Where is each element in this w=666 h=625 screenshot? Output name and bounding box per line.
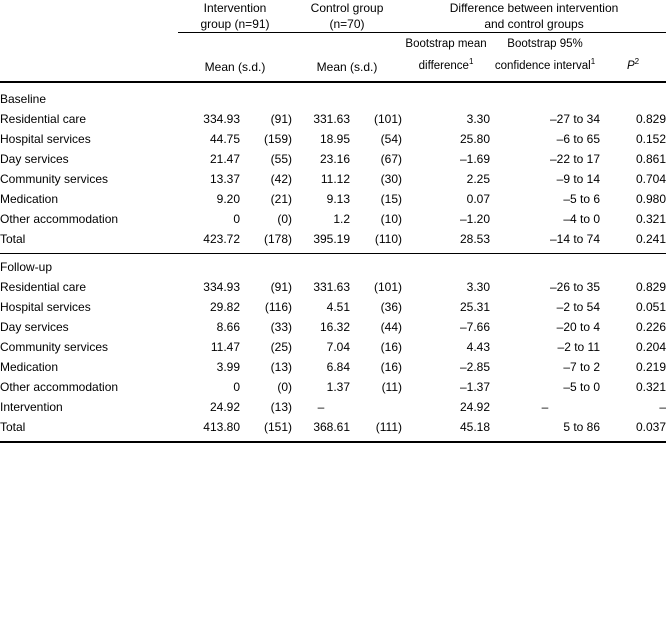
header-sub-control: Mean (s.d.): [316, 59, 378, 74]
intervention-sd: (25): [270, 339, 293, 354]
p-value: 0.829: [635, 111, 666, 126]
section-title: Baseline: [0, 91, 47, 106]
p-value: 0.321: [635, 211, 666, 226]
table-row: [0, 377, 666, 397]
control-mean: –: [317, 399, 325, 414]
p-value: 0.241: [635, 231, 666, 246]
p-value: 0.704: [635, 171, 666, 186]
control-mean: 16.32: [319, 319, 351, 334]
control-sd: (10): [380, 211, 403, 226]
intervention-mean: 21.47: [209, 151, 240, 166]
bootstrap-confidence-interval: –20 to 4: [556, 319, 601, 334]
row-label: Day services: [0, 319, 69, 334]
header-difference-line1: Difference between intervention: [449, 1, 619, 15]
bootstrap-mean-difference: 2.25: [466, 171, 491, 186]
header-sub-bootstrap-mean-text: Bootstrap mean difference: [405, 38, 487, 72]
table-row: [0, 189, 666, 209]
section-rule: [0, 437, 666, 442]
bootstrap-confidence-interval: –27 to 34: [549, 111, 601, 126]
bootstrap-mean-difference: –1.69: [459, 151, 491, 166]
row-label: Residential care: [0, 111, 87, 126]
intervention-mean: 3.99: [216, 359, 240, 374]
bootstrap-mean-difference: 24.92: [459, 399, 491, 414]
control-sd: (101): [374, 111, 403, 126]
header-intervention-group: [178, 0, 292, 33]
intervention-mean: 0: [233, 211, 240, 226]
header-intervention-line1: Intervention: [203, 1, 267, 15]
row-label: Total: [0, 231, 26, 246]
header-sub-intervention: Mean (s.d.): [204, 59, 266, 74]
section-title: Follow-up: [0, 259, 53, 274]
bootstrap-mean-difference: 3.30: [466, 279, 491, 294]
header-intervention-line2: group (n=91): [200, 17, 270, 31]
intervention-mean: 423.72: [203, 231, 240, 246]
header-sub-bootstrap-ci-footnote: 1: [590, 57, 596, 66]
p-value: 0.204: [635, 339, 666, 354]
intervention-sd: (91): [270, 279, 293, 294]
control-mean: 331.63: [313, 279, 351, 294]
control-sd: (111): [375, 419, 403, 434]
intervention-sd: (159): [264, 131, 293, 146]
intervention-sd: (55): [270, 151, 293, 166]
row-label: Residential care: [0, 279, 87, 294]
header-sub-p: [600, 36, 666, 75]
intervention-mean: 334.93: [203, 279, 240, 294]
row-label: Day services: [0, 151, 69, 166]
control-mean: 23.16: [319, 151, 351, 166]
intervention-mean: 413.80: [203, 419, 240, 434]
table-row: [0, 277, 666, 297]
intervention-sd: (0): [277, 211, 293, 226]
row-label: Community services: [0, 171, 109, 186]
header-sub-empty: [0, 36, 178, 75]
bootstrap-confidence-interval: 5 to 86: [563, 419, 601, 434]
intervention-mean: 0: [233, 379, 240, 394]
control-sd: (15): [380, 191, 403, 206]
intervention-sd: (0): [277, 379, 293, 394]
bootstrap-mean-difference: –2.85: [459, 359, 491, 374]
bootstrap-mean-difference: 3.30: [466, 111, 491, 126]
header-sub-p-footnote: 2: [634, 57, 640, 66]
bootstrap-confidence-interval: –26 to 35: [549, 279, 601, 294]
bootstrap-confidence-interval: –2 to 54: [556, 299, 601, 314]
p-value: –: [659, 399, 666, 414]
header-sub-bootstrap-mean: [402, 36, 490, 75]
bootstrap-mean-difference: 28.53: [459, 231, 491, 246]
p-value: 0.226: [635, 319, 666, 334]
control-mean: 6.84: [326, 359, 351, 374]
bootstrap-confidence-interval: –4 to 0: [563, 211, 601, 226]
row-label: Hospital services: [0, 299, 91, 314]
header-difference-line2: and control groups: [484, 17, 584, 31]
row-label: Hospital services: [0, 131, 91, 146]
control-sd: (67): [380, 151, 403, 166]
header-control-line1: Control group: [310, 1, 384, 15]
control-sd: [350, 397, 402, 417]
control-sd: (11): [381, 379, 403, 394]
bootstrap-confidence-interval: –: [541, 399, 549, 414]
control-sd: (101): [374, 279, 403, 294]
p-value: 0.829: [635, 279, 666, 294]
table-row: [0, 337, 666, 357]
p-value: 0.321: [635, 379, 666, 394]
table-row: [0, 417, 666, 437]
intervention-sd: (21): [270, 191, 293, 206]
control-mean: 9.13: [326, 191, 351, 206]
intervention-sd: (91): [270, 111, 293, 126]
bootstrap-confidence-interval: –14 to 74: [549, 231, 601, 246]
control-mean: 331.63: [313, 111, 351, 126]
intervention-sd: (116): [264, 299, 293, 314]
intervention-mean: 44.75: [209, 131, 240, 146]
intervention-mean: 13.37: [209, 171, 240, 186]
control-sd: (16): [380, 339, 403, 354]
table-row: [0, 169, 666, 189]
bootstrap-confidence-interval: –22 to 17: [549, 151, 601, 166]
intervention-sd: (178): [264, 231, 293, 246]
control-mean: 11.12: [320, 171, 351, 186]
header-control-line2: (n=70): [329, 17, 365, 31]
header-empty-cell: [0, 0, 178, 33]
control-mean: 1.37: [326, 379, 351, 394]
table-row: [0, 229, 666, 249]
intervention-mean: 9.20: [216, 191, 240, 206]
control-sd: (110): [374, 231, 403, 246]
intervention-sd: (151): [264, 419, 293, 434]
row-label: Community services: [0, 339, 109, 354]
control-mean: 395.19: [313, 231, 351, 246]
row-label: Other accommodation: [0, 379, 119, 394]
header-group-row: [0, 0, 666, 33]
bootstrap-mean-difference: –1.20: [459, 211, 491, 226]
table-row: [0, 357, 666, 377]
bootstrap-mean-difference: –1.37: [459, 379, 491, 394]
section-title-row: [0, 89, 666, 109]
header-bottom-rule: [0, 75, 666, 82]
control-sd: (44): [380, 319, 403, 334]
control-sd: (36): [380, 299, 403, 314]
table-row: [0, 149, 666, 169]
control-mean: 368.61: [313, 419, 351, 434]
bootstrap-confidence-interval: –5 to 6: [563, 191, 601, 206]
row-label: Other accommodation: [0, 211, 119, 226]
p-value: 0.980: [635, 191, 666, 206]
header-sub-p-text: P: [626, 59, 635, 72]
header-sub-bootstrap-mean-footnote: 1: [468, 57, 474, 66]
section-title-row: [0, 257, 666, 277]
bootstrap-confidence-interval: –6 to 65: [556, 131, 601, 146]
header-sub-bootstrap-ci: [490, 36, 600, 75]
bootstrap-mean-difference: 45.18: [459, 419, 491, 434]
p-value: 0.152: [635, 131, 666, 146]
p-value: 0.861: [635, 151, 666, 166]
row-label: Medication: [0, 359, 59, 374]
header-sub-row: [0, 36, 666, 75]
table-row: [0, 317, 666, 337]
intervention-sd: (13): [270, 399, 293, 414]
control-mean: 1.2: [333, 211, 351, 226]
table-row: [0, 297, 666, 317]
intervention-mean: 334.93: [203, 111, 240, 126]
bootstrap-mean-difference: 0.07: [466, 191, 491, 206]
intervention-sd: (42): [270, 171, 293, 186]
bootstrap-mean-difference: –7.66: [459, 319, 491, 334]
row-label: Intervention: [0, 399, 63, 414]
intervention-mean: 29.82: [209, 299, 240, 314]
intervention-mean: 8.66: [216, 319, 240, 334]
table-row: [0, 397, 666, 417]
control-sd: (54): [380, 131, 403, 146]
header-difference-group: [402, 0, 666, 33]
intervention-mean: 24.92: [209, 399, 240, 414]
table-row: [0, 129, 666, 149]
intervention-mean: 11.47: [210, 339, 240, 354]
p-value: 0.037: [635, 419, 666, 434]
header-control-group: [292, 0, 402, 33]
control-mean: 7.04: [326, 339, 351, 354]
table-row: [0, 109, 666, 129]
intervention-sd: (33): [270, 319, 293, 334]
row-label: Total: [0, 419, 26, 434]
intervention-sd: (13): [270, 359, 293, 374]
p-value: 0.219: [635, 359, 666, 374]
control-mean: 18.95: [319, 131, 351, 146]
bootstrap-confidence-interval: –2 to 11: [557, 339, 601, 354]
bootstrap-confidence-interval: –7 to 2: [563, 359, 601, 374]
bootstrap-mean-difference: 4.43: [466, 339, 491, 354]
bootstrap-confidence-interval: –5 to 0: [563, 379, 601, 394]
bootstrap-mean-difference: 25.80: [459, 131, 491, 146]
control-sd: (16): [380, 359, 403, 374]
row-label: Medication: [0, 191, 59, 206]
control-mean: 4.51: [326, 299, 351, 314]
table-body: [0, 89, 666, 442]
table-row: [0, 209, 666, 229]
control-sd: (30): [380, 171, 403, 186]
body-top-spacer: [0, 82, 666, 89]
header-sub-bootstrap-ci-text: Bootstrap 95% confidence interval: [494, 38, 591, 72]
bootstrap-mean-difference: 25.31: [459, 299, 491, 314]
p-value: 0.051: [635, 299, 666, 314]
bootstrap-confidence-interval: –9 to 14: [556, 171, 601, 186]
